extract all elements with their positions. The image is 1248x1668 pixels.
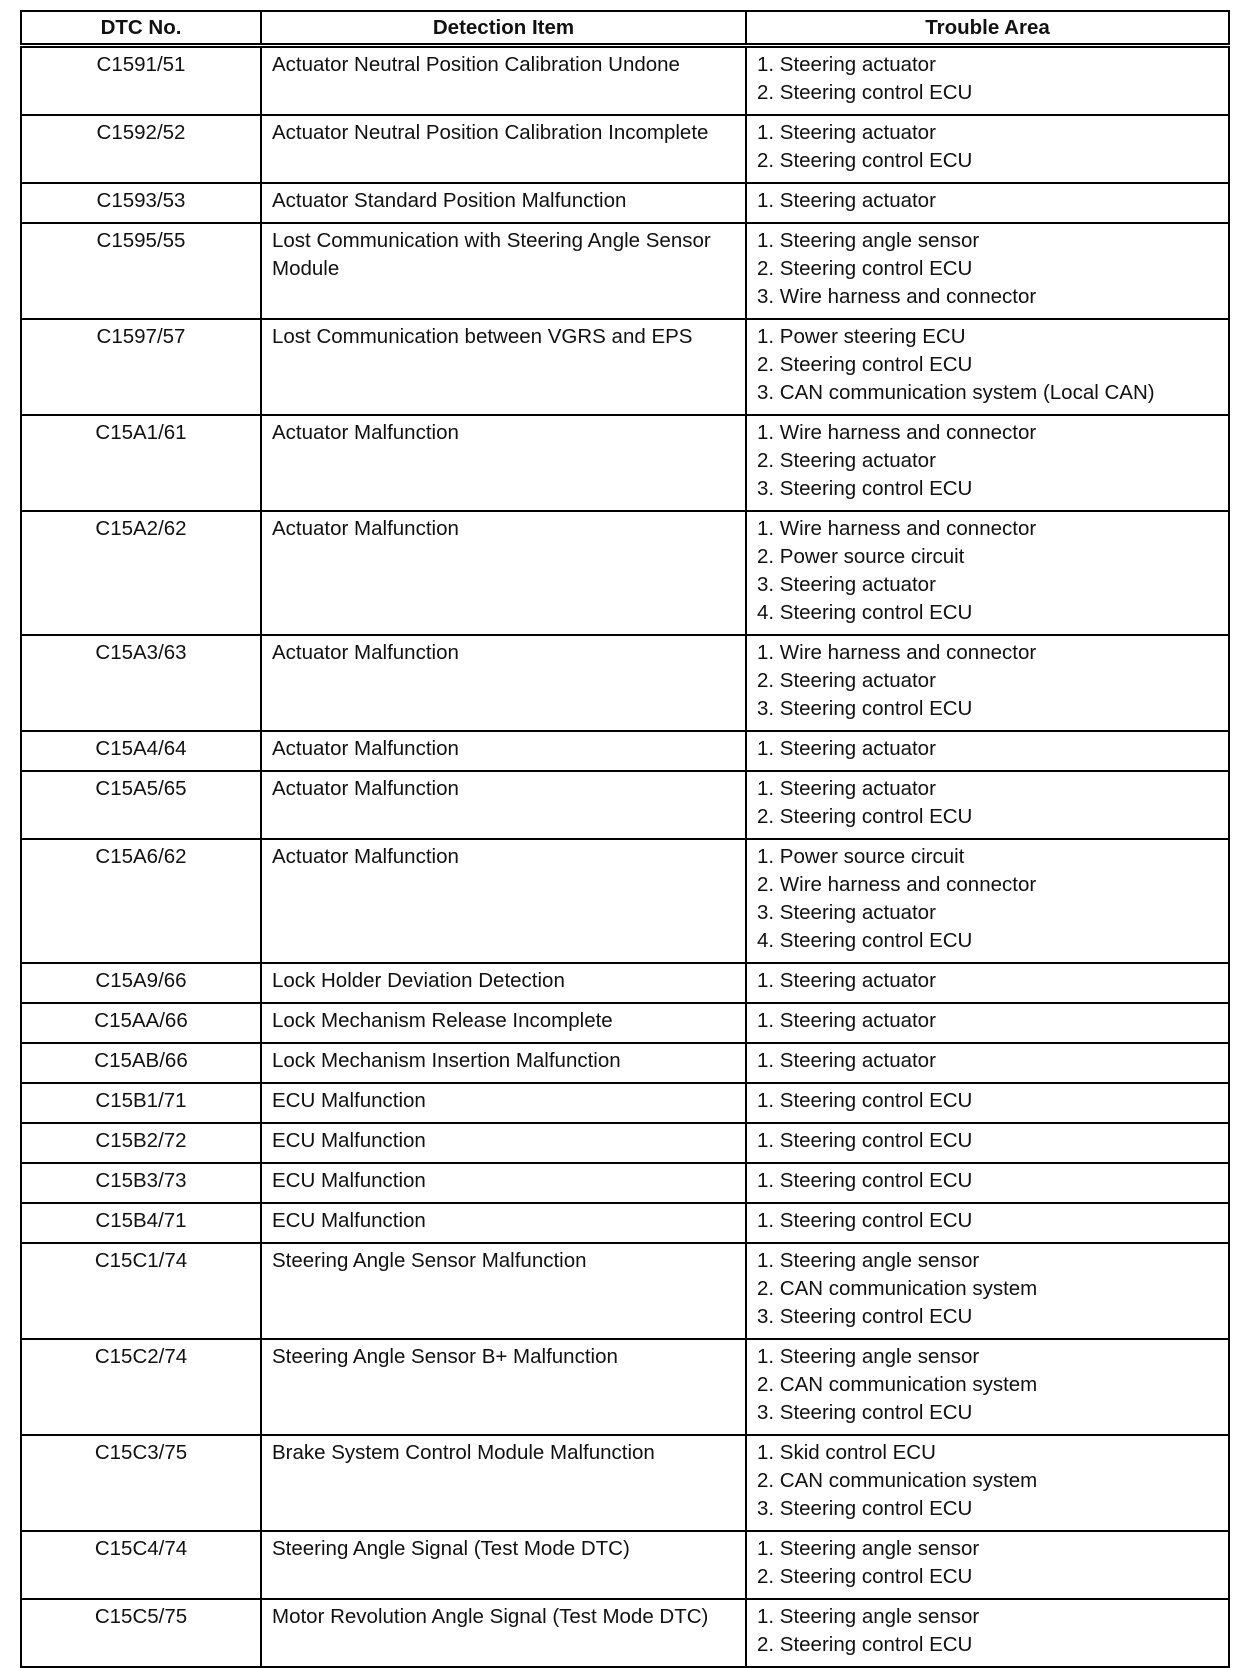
dtc-code-cell: C1591/51	[21, 46, 261, 116]
detection-item-cell: ECU Malfunction	[261, 1123, 746, 1163]
dtc-code-cell: C15B2/72	[21, 1123, 261, 1163]
trouble-area-item: 1. Wire harness and connector	[757, 641, 1037, 664]
trouble-area-cell	[746, 1435, 1229, 1531]
trouble-area-item: 1. Steering actuator	[757, 737, 936, 760]
trouble-area-cell	[746, 511, 1229, 635]
trouble-area-cell	[746, 1083, 1229, 1123]
trouble-area-item: 3. CAN communication system (Local CAN)	[757, 381, 1155, 404]
trouble-area-item: 2. Wire harness and connector	[757, 873, 1037, 896]
table-row	[21, 771, 1229, 839]
detection-item-cell: Lost Communication with Steering Angle Sensor Module	[261, 223, 746, 319]
trouble-area-item: 3. Wire harness and connector	[757, 285, 1037, 308]
trouble-area-item: 1. Steering angle sensor	[757, 1345, 980, 1368]
dtc-code-cell: C15A1/61	[21, 415, 261, 511]
trouble-area-item: 3. Steering actuator	[757, 901, 936, 924]
trouble-area-item: 3. Steering control ECU	[757, 477, 973, 500]
trouble-area-item: 1. Steering control ECU	[757, 1089, 973, 1112]
detection-item-cell: Actuator Neutral Position Calibration Undone	[261, 46, 746, 116]
trouble-area-cell	[746, 46, 1229, 116]
dtc-code-cell: C15A4/64	[21, 731, 261, 771]
trouble-area-item: 2. Steering control ECU	[757, 81, 973, 104]
trouble-area-item: 1. Steering angle sensor	[757, 1249, 980, 1272]
trouble-area-item: 1. Steering actuator	[757, 777, 936, 800]
detection-item-cell: Actuator Malfunction	[261, 731, 746, 771]
table-row	[21, 963, 1229, 1003]
detection-item-cell: Steering Angle Sensor B+ Malfunction	[261, 1339, 746, 1435]
table-row	[21, 1599, 1229, 1667]
trouble-area-cell	[746, 183, 1229, 223]
table-row	[21, 1531, 1229, 1599]
trouble-area-item: 1. Skid control ECU	[757, 1441, 936, 1464]
trouble-area-cell	[746, 1339, 1229, 1435]
trouble-area-cell	[746, 1123, 1229, 1163]
table-row	[21, 1043, 1229, 1083]
trouble-area-item: 1. Power source circuit	[757, 845, 965, 868]
trouble-area-item: 1. Steering control ECU	[757, 1209, 973, 1232]
detection-item-cell: ECU Malfunction	[261, 1083, 746, 1123]
detection-item-cell: Actuator Neutral Position Calibration Incomplete	[261, 115, 746, 183]
trouble-area-item: 1. Steering control ECU	[757, 1129, 973, 1152]
table-row	[21, 1003, 1229, 1043]
detection-item-cell: ECU Malfunction	[261, 1203, 746, 1243]
table-row	[21, 415, 1229, 511]
trouble-area-item: 3. Steering control ECU	[757, 697, 973, 720]
detection-item-cell: Lost Communication between VGRS and EPS	[261, 319, 746, 415]
header-detection-item: Detection Item	[261, 11, 746, 46]
table-row	[21, 223, 1229, 319]
dtc-code-cell: C1592/52	[21, 115, 261, 183]
detection-item-cell: Motor Revolution Angle Signal (Test Mode DTC)	[261, 1599, 746, 1667]
detection-item-cell: Lock Holder Deviation Detection	[261, 963, 746, 1003]
trouble-area-item: 1. Steering actuator	[757, 189, 936, 212]
detection-item-cell: Actuator Malfunction	[261, 511, 746, 635]
trouble-area-cell	[746, 1163, 1229, 1203]
dtc-code-cell: C15AB/66	[21, 1043, 261, 1083]
header-trouble-area: Trouble Area	[746, 11, 1229, 46]
trouble-area-cell	[746, 1243, 1229, 1339]
trouble-area-item: 2. CAN communication system	[757, 1469, 1038, 1492]
table-row	[21, 183, 1229, 223]
detection-item-cell: ECU Malfunction	[261, 1163, 746, 1203]
trouble-area-item: 4. Steering control ECU	[757, 601, 973, 624]
dtc-code-cell: C15C4/74	[21, 1531, 261, 1599]
dtc-code-cell: C1597/57	[21, 319, 261, 415]
table-row	[21, 1435, 1229, 1531]
header-row	[21, 11, 1229, 46]
trouble-area-cell	[746, 115, 1229, 183]
table-row	[21, 1083, 1229, 1123]
trouble-area-cell	[746, 771, 1229, 839]
trouble-area-cell	[746, 963, 1229, 1003]
table-row	[21, 46, 1229, 116]
trouble-area-cell	[746, 223, 1229, 319]
detection-item-cell: Steering Angle Signal (Test Mode DTC)	[261, 1531, 746, 1599]
trouble-area-item: 2. Steering control ECU	[757, 257, 973, 280]
table-row	[21, 1203, 1229, 1243]
trouble-area-item: 1. Wire harness and connector	[757, 421, 1037, 444]
trouble-area-item: 2. Steering control ECU	[757, 1633, 973, 1656]
table-row	[21, 1243, 1229, 1339]
trouble-area-item: 2. CAN communication system	[757, 1277, 1038, 1300]
trouble-area-cell	[746, 1003, 1229, 1043]
trouble-area-cell	[746, 415, 1229, 511]
dtc-code-cell: C1595/55	[21, 223, 261, 319]
trouble-area-item: 1. Steering actuator	[757, 53, 936, 76]
table-row	[21, 635, 1229, 731]
detection-item-cell: Actuator Malfunction	[261, 771, 746, 839]
trouble-area-item: 2. Steering control ECU	[757, 353, 973, 376]
dtc-code-cell: C15B4/71	[21, 1203, 261, 1243]
table-row	[21, 511, 1229, 635]
trouble-area-cell	[746, 731, 1229, 771]
dtc-code-cell: C15B3/73	[21, 1163, 261, 1203]
trouble-area-item: 4. Steering control ECU	[757, 929, 973, 952]
table-row	[21, 1123, 1229, 1163]
table-row	[21, 319, 1229, 415]
dtc-code-cell: C15A2/62	[21, 511, 261, 635]
trouble-area-item: 2. CAN communication system	[757, 1373, 1038, 1396]
trouble-area-cell	[746, 319, 1229, 415]
dtc-code-cell: C15C1/74	[21, 1243, 261, 1339]
detection-item-cell: Actuator Malfunction	[261, 415, 746, 511]
trouble-area-item: 1. Steering control ECU	[757, 1169, 973, 1192]
dtc-code-cell: C15C2/74	[21, 1339, 261, 1435]
dtc-code-cell: C1593/53	[21, 183, 261, 223]
trouble-area-cell	[746, 635, 1229, 731]
trouble-area-item: 1. Steering angle sensor	[757, 1605, 980, 1628]
trouble-area-item: 2. Steering control ECU	[757, 1565, 973, 1588]
trouble-area-item: 1. Wire harness and connector	[757, 517, 1037, 540]
detection-item-cell: Actuator Malfunction	[261, 635, 746, 731]
detection-item-cell: Lock Mechanism Insertion Malfunction	[261, 1043, 746, 1083]
trouble-area-item: 1. Steering actuator	[757, 1049, 936, 1072]
detection-item-cell: Actuator Malfunction	[261, 839, 746, 963]
trouble-area-item: 1. Steering actuator	[757, 1009, 936, 1032]
trouble-area-cell	[746, 1203, 1229, 1243]
trouble-area-item: 1. Steering actuator	[757, 969, 936, 992]
trouble-area-item: 1. Power steering ECU	[757, 325, 966, 348]
dtc-code-cell: C15B1/71	[21, 1083, 261, 1123]
trouble-area-item: 3. Steering actuator	[757, 573, 936, 596]
trouble-area-item: 1. Steering actuator	[757, 121, 936, 144]
dtc-code-cell: C15A6/62	[21, 839, 261, 963]
dtc-code-cell: C15A9/66	[21, 963, 261, 1003]
table-row	[21, 1163, 1229, 1203]
trouble-area-item: 1. Steering angle sensor	[757, 229, 980, 252]
trouble-area-item: 2. Steering control ECU	[757, 805, 973, 828]
detection-item-cell: Lock Mechanism Release Incomplete	[261, 1003, 746, 1043]
trouble-area-item: 1. Steering angle sensor	[757, 1537, 980, 1560]
header-dtc-no: DTC No.	[21, 11, 261, 46]
table-row	[21, 731, 1229, 771]
trouble-area-cell	[746, 839, 1229, 963]
table-body	[21, 46, 1229, 1668]
trouble-area-item: 3. Steering control ECU	[757, 1401, 973, 1424]
trouble-area-item: 2. Steering actuator	[757, 669, 936, 692]
trouble-area-item: 3. Steering control ECU	[757, 1497, 973, 1520]
dtc-code-cell: C15C3/75	[21, 1435, 261, 1531]
trouble-area-item: 3. Steering control ECU	[757, 1305, 973, 1328]
trouble-area-cell	[746, 1599, 1229, 1667]
detection-item-cell: Actuator Standard Position Malfunction	[261, 183, 746, 223]
dtc-table	[20, 10, 1230, 1668]
dtc-code-cell: C15C5/75	[21, 1599, 261, 1667]
trouble-area-item: 2. Power source circuit	[757, 545, 965, 568]
detection-item-cell: Steering Angle Sensor Malfunction	[261, 1243, 746, 1339]
table-row	[21, 839, 1229, 963]
table-row	[21, 1339, 1229, 1435]
table-row	[21, 115, 1229, 183]
detection-item-cell: Brake System Control Module Malfunction	[261, 1435, 746, 1531]
dtc-code-cell: C15A3/63	[21, 635, 261, 731]
trouble-area-cell	[746, 1043, 1229, 1083]
trouble-area-item: 2. Steering control ECU	[757, 149, 973, 172]
table-header	[21, 11, 1229, 46]
dtc-code-cell: C15A5/65	[21, 771, 261, 839]
trouble-area-item: 2. Steering actuator	[757, 449, 936, 472]
trouble-area-cell	[746, 1531, 1229, 1599]
dtc-code-cell: C15AA/66	[21, 1003, 261, 1043]
